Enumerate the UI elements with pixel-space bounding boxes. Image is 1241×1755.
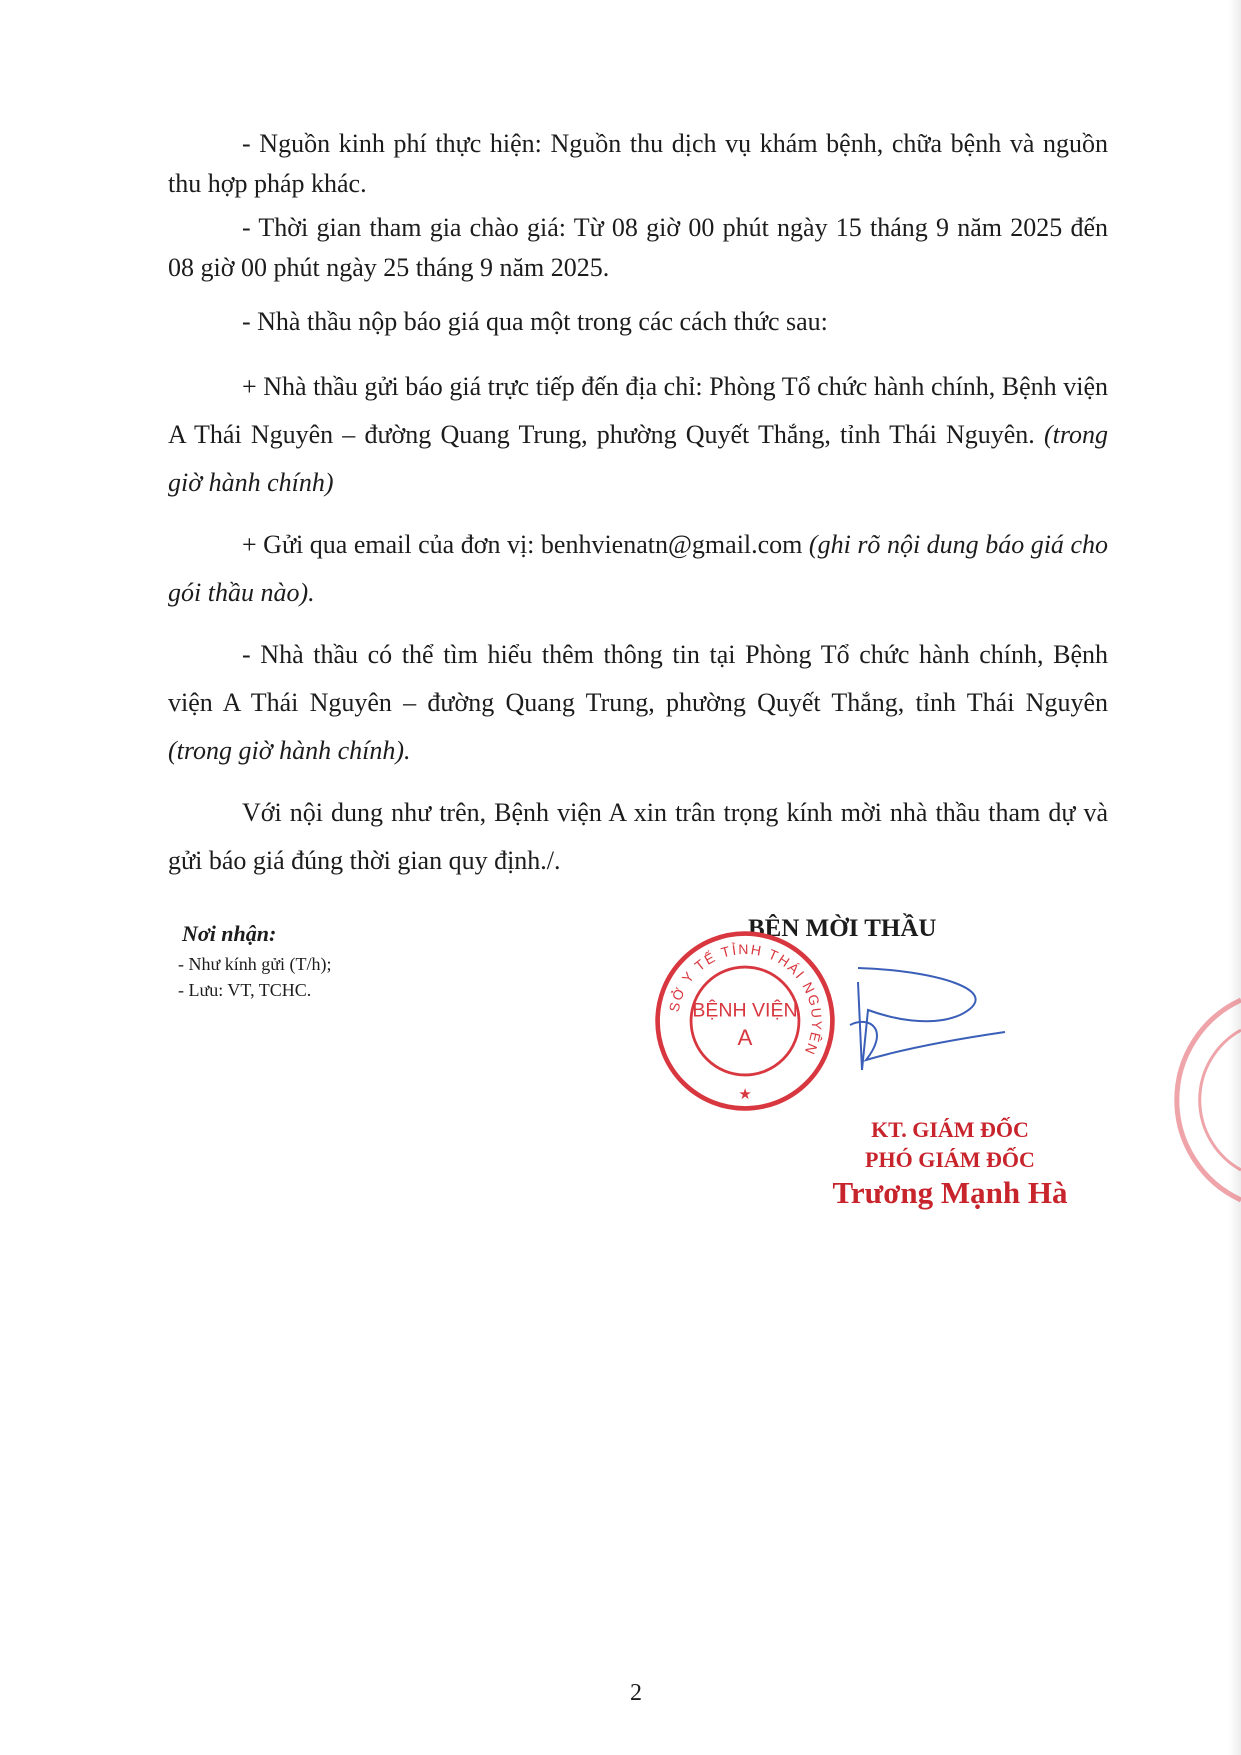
paragraph-submit-in-person xyxy=(168,363,1108,507)
document-body xyxy=(168,124,1108,885)
paragraph-text: - Thời gian tham gia chào giá: Từ 08 giờ 00 phút ngày 15 tháng 9 năm 2025 đến 08 giờ 00 phút ngày 25 tháng 9 năm 2025. xyxy=(168,213,1108,282)
paragraph-funding-source xyxy=(168,124,1108,204)
paragraph-text: + Gửi qua email của đơn vị: benhvienatn@gmail.com xyxy=(242,530,809,559)
paragraph-submit-email xyxy=(168,521,1108,617)
page-number: 2 xyxy=(630,1680,642,1706)
stamp-center-line-1: BỆNH VIỆN xyxy=(692,999,798,1022)
recipient-line: - Lưu: VT, TCHC. xyxy=(178,980,312,1000)
paragraph-text: - Nhà thầu có thể tìm hiểu thêm thông tin tại Phòng Tổ chức hành chính, Bệnh viện A Thái Nguyên – đường Quang Trung, phường Quyết Thắng, tỉnh Thái Nguyên xyxy=(168,640,1108,717)
paragraph-text: Với nội dung như trên, Bệnh viện A xin trân trọng kính mời nhà thầu tham dự và gửi báo giá đúng thời gian quy định./. xyxy=(168,798,1108,875)
signature-heading: BÊN MỜI THẦU xyxy=(748,915,937,942)
signer-role-1: KT. GIÁM ĐỐC xyxy=(871,1117,1029,1142)
stamp-star-icon: ★ xyxy=(738,1087,752,1104)
paragraph-text: - Nhà thầu nộp báo giá qua một trong các cách thức sau: xyxy=(242,307,828,336)
recipient-line: - Như kính gửi (T/h); xyxy=(178,954,332,974)
paragraph-closing xyxy=(168,789,1108,885)
recipients-block xyxy=(178,921,332,1003)
paragraph-italic-note: (ghi rõ nội dung báo giá cho gói thầu nào). xyxy=(168,530,1108,607)
official-stamp xyxy=(652,928,838,1114)
stamp-center-line-2: A xyxy=(737,1025,753,1051)
stamp-ring-text: SỞ Y TẾ TỈNH THÁI NGUYÊN xyxy=(665,940,826,1059)
paragraph-more-info xyxy=(168,631,1108,775)
paragraph-italic-note: (trong giờ hành chính) xyxy=(168,420,1108,497)
paragraph-submission-methods xyxy=(168,302,1108,342)
paragraph-italic-note: (trong giờ hành chính). xyxy=(168,736,411,765)
signer-role-2: PHÓ GIÁM ĐỐC xyxy=(865,1147,1035,1172)
recipients-title: Nơi nhận: xyxy=(182,921,277,946)
page-edge-shadow xyxy=(1229,0,1241,1755)
paragraph-text: + Nhà thầu gửi báo giá trực tiếp đến địa chỉ: Phòng Tổ chức hành chính, Bệnh viện A Thái Nguyên – đường Quang Trung, phường Quyết Thắng, tỉnh Thái Nguyên. xyxy=(168,372,1108,449)
handwritten-signature xyxy=(840,960,1010,1080)
partial-stamp-edge xyxy=(1171,990,1241,1210)
signer-name: Trương Mạnh Hà xyxy=(832,1175,1068,1210)
paragraph-bidding-time xyxy=(168,208,1108,288)
paragraph-text: - Nguồn kinh phí thực hiện: Nguồn thu dịch vụ khám bệnh, chữa bệnh và nguồn thu hợp pháp khác. xyxy=(168,129,1108,198)
